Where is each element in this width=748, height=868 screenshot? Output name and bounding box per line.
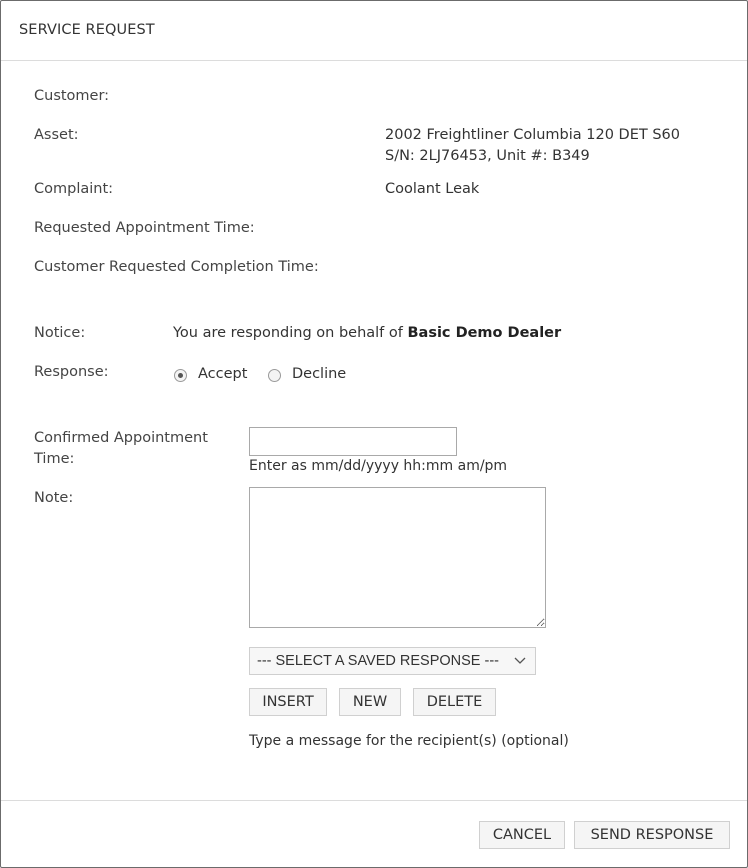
confirmed-appointment-label-line1: Confirmed Appointment xyxy=(34,430,208,446)
decline-label[interactable]: Decline xyxy=(292,366,347,382)
asset-value-line2: S/N: 2LJ76453, Unit #: B349 xyxy=(385,148,590,164)
customer-label: Customer: xyxy=(34,88,110,104)
delete-button[interactable]: DELETE xyxy=(413,688,496,716)
requested-completion-label: Customer Requested Completion Time: xyxy=(34,259,319,275)
accept-radio[interactable] xyxy=(174,369,187,382)
note-label: Note: xyxy=(34,490,74,506)
complaint-label: Complaint: xyxy=(34,181,114,197)
asset-label: Asset: xyxy=(34,127,79,143)
saved-response-select[interactable] xyxy=(249,647,536,675)
notice-label: Notice: xyxy=(34,325,86,341)
dialog-title: SERVICE REQUEST xyxy=(19,22,155,38)
response-label: Response: xyxy=(34,364,109,380)
saved-response-selected: --- SELECT A SAVED RESPONSE --- xyxy=(257,653,499,669)
note-textarea[interactable] xyxy=(249,487,546,628)
cancel-button[interactable]: CANCEL xyxy=(479,821,565,849)
notice-prefix: You are responding on behalf of xyxy=(173,325,403,341)
dialog-header xyxy=(1,1,747,61)
requested-appointment-label: Requested Appointment Time: xyxy=(34,220,255,236)
asset-value-line1: 2002 Freightliner Columbia 120 DET S60 xyxy=(385,127,681,143)
confirmed-appointment-label-line2: Time: xyxy=(34,451,75,467)
send-response-button[interactable]: SEND RESPONSE xyxy=(574,821,730,849)
complaint-value: Coolant Leak xyxy=(385,181,480,197)
confirmed-appointment-input[interactable] xyxy=(249,427,457,456)
new-button[interactable]: NEW xyxy=(339,688,401,716)
insert-button[interactable]: INSERT xyxy=(249,688,327,716)
notice-text xyxy=(173,325,561,341)
confirmed-appointment-hint: Enter as mm/dd/yyyy hh:mm am/pm xyxy=(249,458,508,474)
dealer-name: Basic Demo Dealer xyxy=(407,325,562,341)
chevron-down-icon xyxy=(514,651,526,680)
accept-label[interactable]: Accept xyxy=(198,366,248,382)
decline-radio[interactable] xyxy=(268,369,281,382)
note-help-text: Type a message for the recipient(s) (optional) xyxy=(249,733,569,749)
